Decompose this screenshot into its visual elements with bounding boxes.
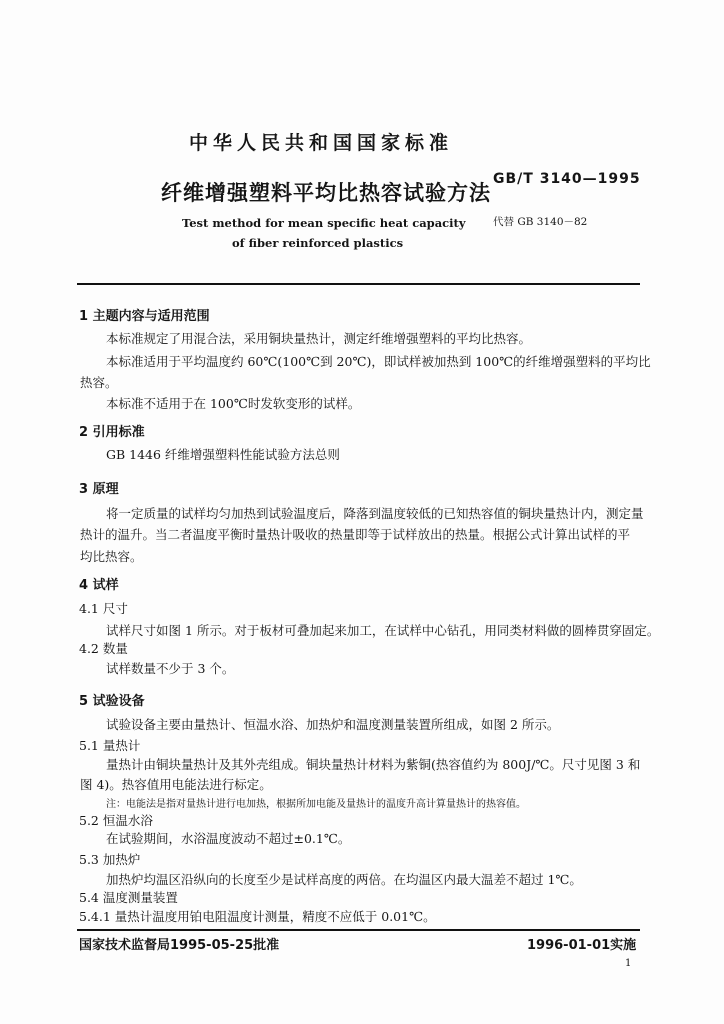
section-5-4-1-text: 5.4.1 量热计温度用铂电阻温度计测量，精度不应低于 0.01℃。 [79,909,436,924]
section-3-heading: 3 原理 [79,482,119,497]
document-title-cn: 纤维增强塑料平均比热容试验方法 [161,181,491,205]
section-2-heading: 2 引用标准 [79,425,145,440]
page-number: 1 [625,958,632,969]
standard-number: GB/T 3140—1995 [493,171,641,187]
header-divider [77,283,640,285]
document-title-en-line2: of fiber reinforced plastics [232,236,404,250]
section-5-heading: 5 试验设备 [79,694,145,709]
section-3-line-1: 将一定质量的试样均匀加热到试验温度后，降落到温度较低的已知热容值的铜块量热计内，测定量 [106,506,644,521]
section-5-1-note: 注：电能法是指对量热计进行电加热，根据所加电能及量热计的温度升高计算量热计的热容值。 [106,799,526,810]
section-1-paragraph-2-line-1: 本标准适用于平均温度约 60℃(100℃到 20℃)，即试样被加热到 100℃的纤维增强塑料的平均比 [106,354,651,369]
section-5-1-heading: 5.1 量热计 [79,738,141,753]
section-2-reference: GB 1446 纤维增强塑料性能试验方法总则 [106,447,340,462]
section-5-1-text-line-1: 量热计由铜块量热计及其外壳组成。铜块量热计材料为紫铜(热容值约为 800J/℃。尺寸见图 3 和 [106,757,641,772]
section-5-2-text: 在试验期间，水浴温度波动不超过±0.1℃。 [106,831,351,846]
implementation-date: 1996-01-01实施 [527,938,637,953]
section-3-line-3: 均比热容。 [80,549,143,564]
document-title-en-line1: Test method for mean specific heat capacity [182,216,466,230]
section-5-4-heading: 5.4 温度测量装置 [79,890,178,905]
replaces-standard: 代替 GB 3140－82 [493,216,588,228]
section-5-3-heading: 5.3 加热炉 [79,852,141,867]
footer-divider [77,929,640,931]
section-1-heading: 1 主题内容与适用范围 [79,309,210,324]
section-5-intro: 试验设备主要由量热计、恒温水浴、加热炉和温度测量装置所组成，如图 2 所示。 [106,717,560,732]
section-5-3-text: 加热炉均温区沿纵向的长度至少是试样高度的两倍。在均温区内最大温差不超过 1℃。 [106,872,582,887]
section-4-2-heading: 4.2 数量 [79,641,128,656]
section-1-paragraph-2-line-2: 热容。 [80,375,118,390]
section-4-heading: 4 试样 [79,578,119,593]
section-4-1-heading: 4.1 尺寸 [79,601,128,616]
section-5-1-text-line-2: 图 4)。热容值用电能法进行标定。 [80,777,272,792]
section-1-paragraph-3: 本标准不适用于在 100℃时发软变形的试样。 [106,396,361,411]
national-standard-heading: 中华人民共和国国家标准 [189,132,454,154]
section-3-line-2: 热计的温升。当二者温度平衡时量热计吸收的热量即等于试样放出的热量。根据公式计算出试样的平 [80,527,631,542]
section-4-2-text: 试样数量不少于 3 个。 [106,661,235,676]
section-1-paragraph-1: 本标准规定了用混合法，采用铜块量热计，测定纤维增强塑料的平均比热容。 [106,331,532,346]
section-4-1-text: 试样尺寸如图 1 所示。对于板材可叠加起来加工，在试样中心钻孔，用同类材料做的圆棒贯穿固定。 [106,623,660,638]
approval-date: 国家技术监督局1995-05-25批准 [79,938,280,953]
section-5-2-heading: 5.2 恒温水浴 [79,813,153,828]
